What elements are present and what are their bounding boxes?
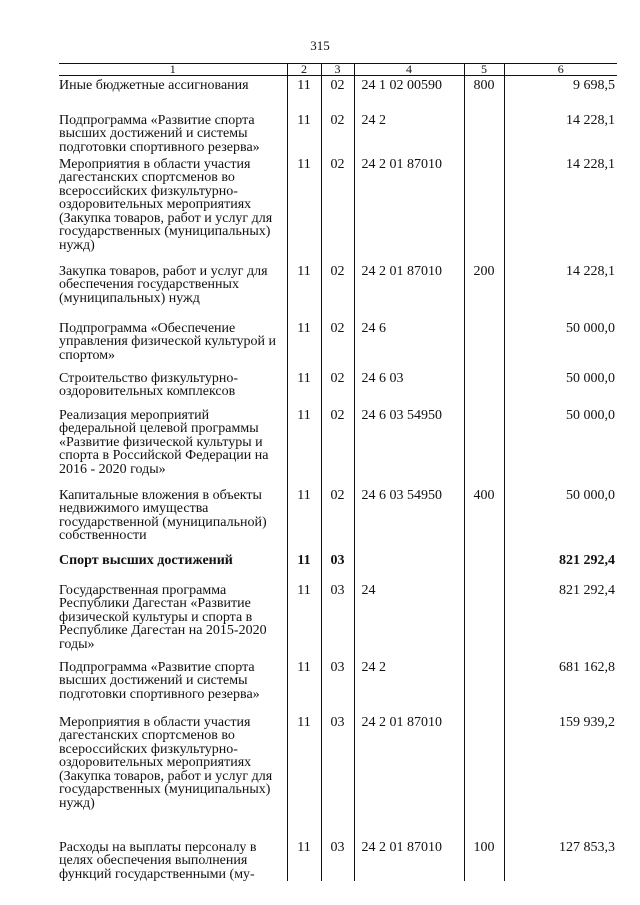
header-col-4: 4 [354, 64, 464, 76]
row-subsection: 02 [321, 265, 354, 322]
header-col-2: 2 [287, 64, 321, 76]
row-target-article: 24 [354, 584, 464, 661]
row-expense-type [464, 158, 504, 265]
row-amount: 14 228,1 [504, 114, 617, 158]
row-section: 11 [287, 265, 321, 322]
row-amount: 821 292,4 [504, 554, 617, 584]
row-name: Капитальные вложения в объекты недвижимого имущества государственной (муниципальной) собственности [59, 487, 267, 543]
row-name: Подпрограмма «Развитие спорта высших достижений и системы подготовки спортивного резерва» [59, 112, 260, 155]
row-amount: 50 000,0 [504, 409, 617, 489]
row-name: Подпрограмма «Обеспечение управления физической культурой и спортом» [59, 320, 276, 363]
row-section: 11 [287, 716, 321, 841]
row-section: 11 [287, 661, 321, 716]
row-expense-type: 200 [464, 265, 504, 322]
row-section: 11 [287, 489, 321, 554]
row-subsection: 02 [321, 372, 354, 409]
row-name: Подпрограмма «Развитие спорта высших достижений и системы подготовки спортивного резерва» [59, 659, 260, 702]
row-expense-type [464, 372, 504, 409]
row-target-article: 24 2 01 87010 [354, 716, 464, 841]
row-section: 11 [287, 554, 321, 584]
row-expense-type [464, 322, 504, 372]
row-subsection: 03 [321, 841, 354, 882]
table-row [59, 489, 617, 554]
page-number: 315 [310, 38, 330, 53]
row-name: Строительство физкультурно-оздоровительных комплексов [59, 370, 238, 399]
row-section: 11 [287, 409, 321, 489]
header-row [59, 64, 617, 76]
row-amount: 127 853,3 [504, 841, 617, 882]
row-target-article: 24 6 03 54950 [354, 489, 464, 554]
row-expense-type [464, 584, 504, 661]
row-name: Государственная программа Республики Дагестан «Развитие физической культуры и спорта в Республике Дагестан на 2015-2020 годы» [59, 582, 267, 652]
header-col-1: 1 [59, 64, 287, 76]
row-amount: 50 000,0 [504, 372, 617, 409]
row-subsection: 03 [321, 584, 354, 661]
row-target-article: 24 1 02 00590 [354, 76, 464, 114]
row-subsection: 02 [321, 322, 354, 372]
header-col-6: 6 [504, 64, 617, 76]
row-target-article: 24 6 03 [354, 372, 464, 409]
header-col-5: 5 [464, 64, 504, 76]
row-expense-type [464, 716, 504, 841]
table-row [59, 661, 617, 716]
row-target-article: 24 2 01 87010 [354, 158, 464, 265]
row-section: 11 [287, 372, 321, 409]
row-subsection: 02 [321, 76, 354, 114]
table-row [59, 265, 617, 322]
row-amount: 159 939,2 [504, 716, 617, 841]
row-subsection: 02 [321, 409, 354, 489]
table-row [59, 114, 617, 158]
table-row [59, 716, 617, 841]
row-section: 11 [287, 114, 321, 158]
row-name: Иные бюджетные ассигнования [59, 78, 249, 93]
row-amount: 14 228,1 [504, 158, 617, 265]
row-target-article [354, 554, 464, 584]
row-expense-type: 100 [464, 841, 504, 882]
table-row [59, 554, 617, 584]
row-name: Расходы на выплаты персоналу в целях обеспечения выполнения функций государственными (му- [59, 839, 257, 882]
row-name: Мероприятия в области участия дагестанских спортсменов во всероссийских физкультурно-оздоровительных мероприятиях (Закупка товаров, работ и услуг для государственных (муниципальных) нужд) [59, 156, 273, 253]
row-section: 11 [287, 841, 321, 882]
row-section: 11 [287, 158, 321, 265]
row-name: Закупка товаров, работ и услуг для обеспечения государственных (муниципальных) нужд [59, 263, 268, 306]
table-row [59, 584, 617, 661]
row-subsection: 02 [321, 158, 354, 265]
row-target-article: 24 6 [354, 322, 464, 372]
row-expense-type: 800 [464, 76, 504, 114]
table-row [59, 322, 617, 372]
row-target-article: 24 2 01 87010 [354, 265, 464, 322]
row-subsection: 03 [321, 554, 354, 584]
row-expense-type [464, 554, 504, 584]
row-name: Мероприятия в области участия дагестанских спортсменов во всероссийских физкультурно-оздоровительных мероприятиях (Закупка товаров, работ и услуг для государственных (муниципальных) нужд) [59, 714, 273, 811]
row-section: 11 [287, 322, 321, 372]
row-expense-type [464, 409, 504, 489]
row-amount: 681 162,8 [504, 661, 617, 716]
row-name: Реализация мероприятий федеральной целевой программы «Развитие физической культуры и спорта в Российской Федерации на 2016 - 2020 годы» [59, 407, 269, 477]
row-subsection: 03 [321, 716, 354, 841]
row-target-article: 24 2 [354, 114, 464, 158]
row-section: 11 [287, 76, 321, 114]
row-target-article: 24 2 01 87010 [354, 841, 464, 882]
table-row [59, 841, 617, 882]
table-row [59, 372, 617, 409]
table-row [59, 76, 617, 114]
budget-table [59, 63, 617, 881]
row-amount: 14 228,1 [504, 265, 617, 322]
row-amount: 50 000,0 [504, 489, 617, 554]
row-section: 11 [287, 584, 321, 661]
row-subsection: 02 [321, 114, 354, 158]
row-target-article: 24 6 03 54950 [354, 409, 464, 489]
row-expense-type [464, 661, 504, 716]
row-amount: 50 000,0 [504, 322, 617, 372]
header-col-3: 3 [321, 64, 354, 76]
row-expense-type: 400 [464, 489, 504, 554]
row-amount: 821 292,4 [504, 584, 617, 661]
table-row [59, 158, 617, 265]
row-target-article: 24 2 [354, 661, 464, 716]
row-subsection: 03 [321, 661, 354, 716]
row-subsection: 02 [321, 489, 354, 554]
row-name: Спорт высших достижений [59, 552, 233, 568]
row-expense-type [464, 114, 504, 158]
row-amount: 9 698,5 [504, 76, 617, 114]
table-row [59, 409, 617, 489]
